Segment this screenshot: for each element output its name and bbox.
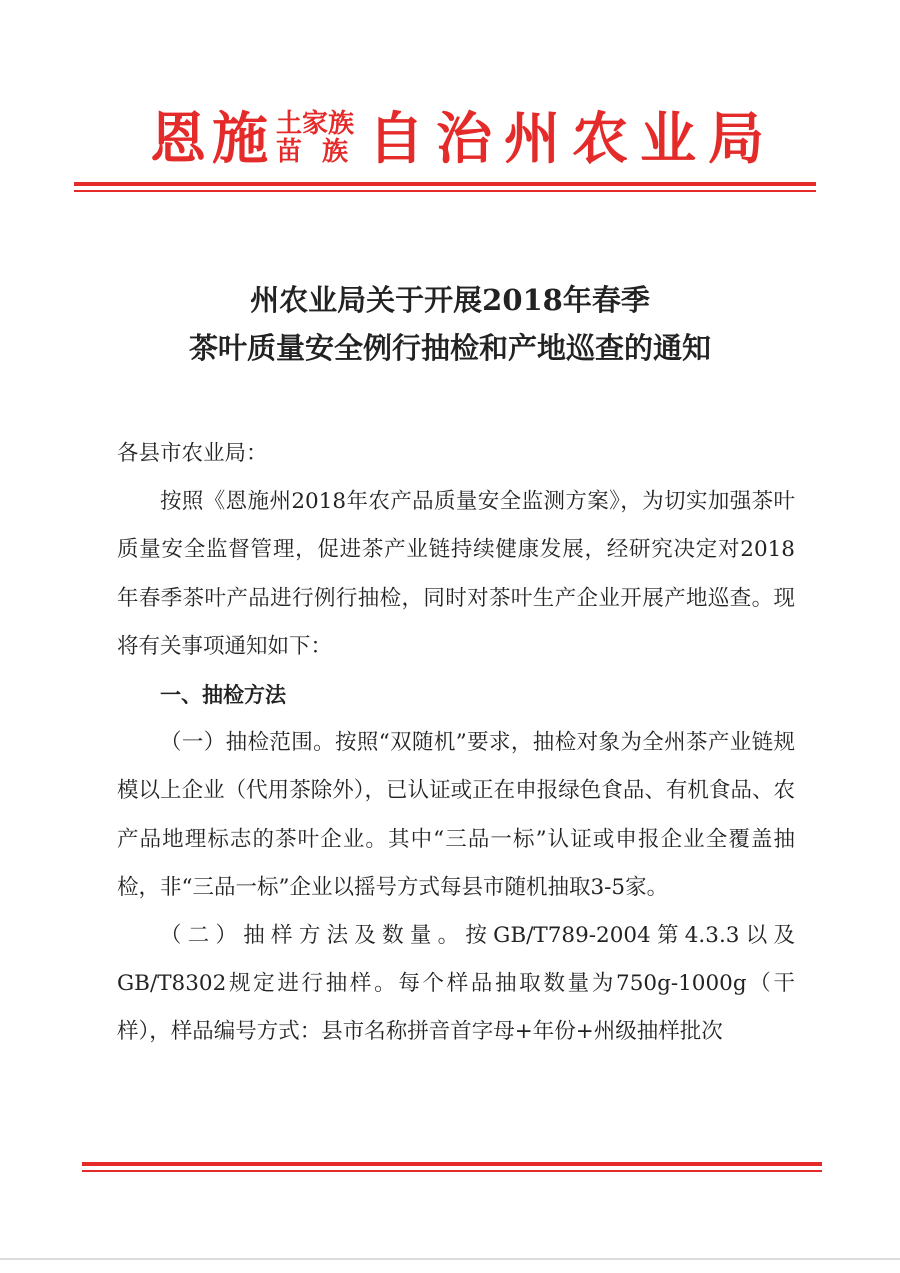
letterhead-ethnic-line1: 土家族 [276,109,355,139]
letterhead [150,106,776,176]
document-title-line2: 茶叶质量安全例行抽检和产地巡查的通知 [188,331,711,365]
document-title-line1: 州农业局关于开展2018年春季 [250,283,650,317]
salutation: 各县市农业局： [117,441,268,466]
page-edge [0,1258,900,1260]
section-heading: 一、抽检方法 [160,683,286,708]
letterhead-name-part1: 恩施 [150,106,274,172]
document-body [117,430,795,1057]
letterhead-ethnic-line2: 苗族 [276,137,369,167]
document-title [0,276,900,372]
footer-rule-thick [82,1162,822,1166]
intro-paragraph: 按照《恩施州2018年农产品质量安全监测方案》，为切实加强茶叶质量安全监督管理，促进茶产业链持续健康发展，经研究决定对2018年春季茶叶产品进行例行抽检，同时对茶叶生产企业开展产地巡查。现将有关事项通知如下： [117,489,795,659]
letterhead-rule-thin [74,190,816,192]
item-paragraph: （一）抽检范围。按照“双随机”要求，抽检对象为全州茶产业链规模以上企业（代用茶除外），已认证或正在申报绿色食品、有机食品、农产品地理标志的茶叶企业。其中“三品一标”认证或申报企业全覆盖抽检，非“三品一标”企业以摇号方式每县市随机抽取3-5家。 [117,730,795,900]
item-paragraph: （二）抽样方法及数量。按GB/T789-2004第4.3.3以及GB/T8302规定进行抽样。每个样品抽取数量为750g-1000g（干样），样品编号方式：县市名称拼音首字母+年份+州级抽样批次 [117,923,795,1045]
letterhead-rule-thick [74,182,816,186]
footer-rule-thin [82,1170,822,1172]
letterhead-name-part2: 自治州农业局 [368,106,776,172]
